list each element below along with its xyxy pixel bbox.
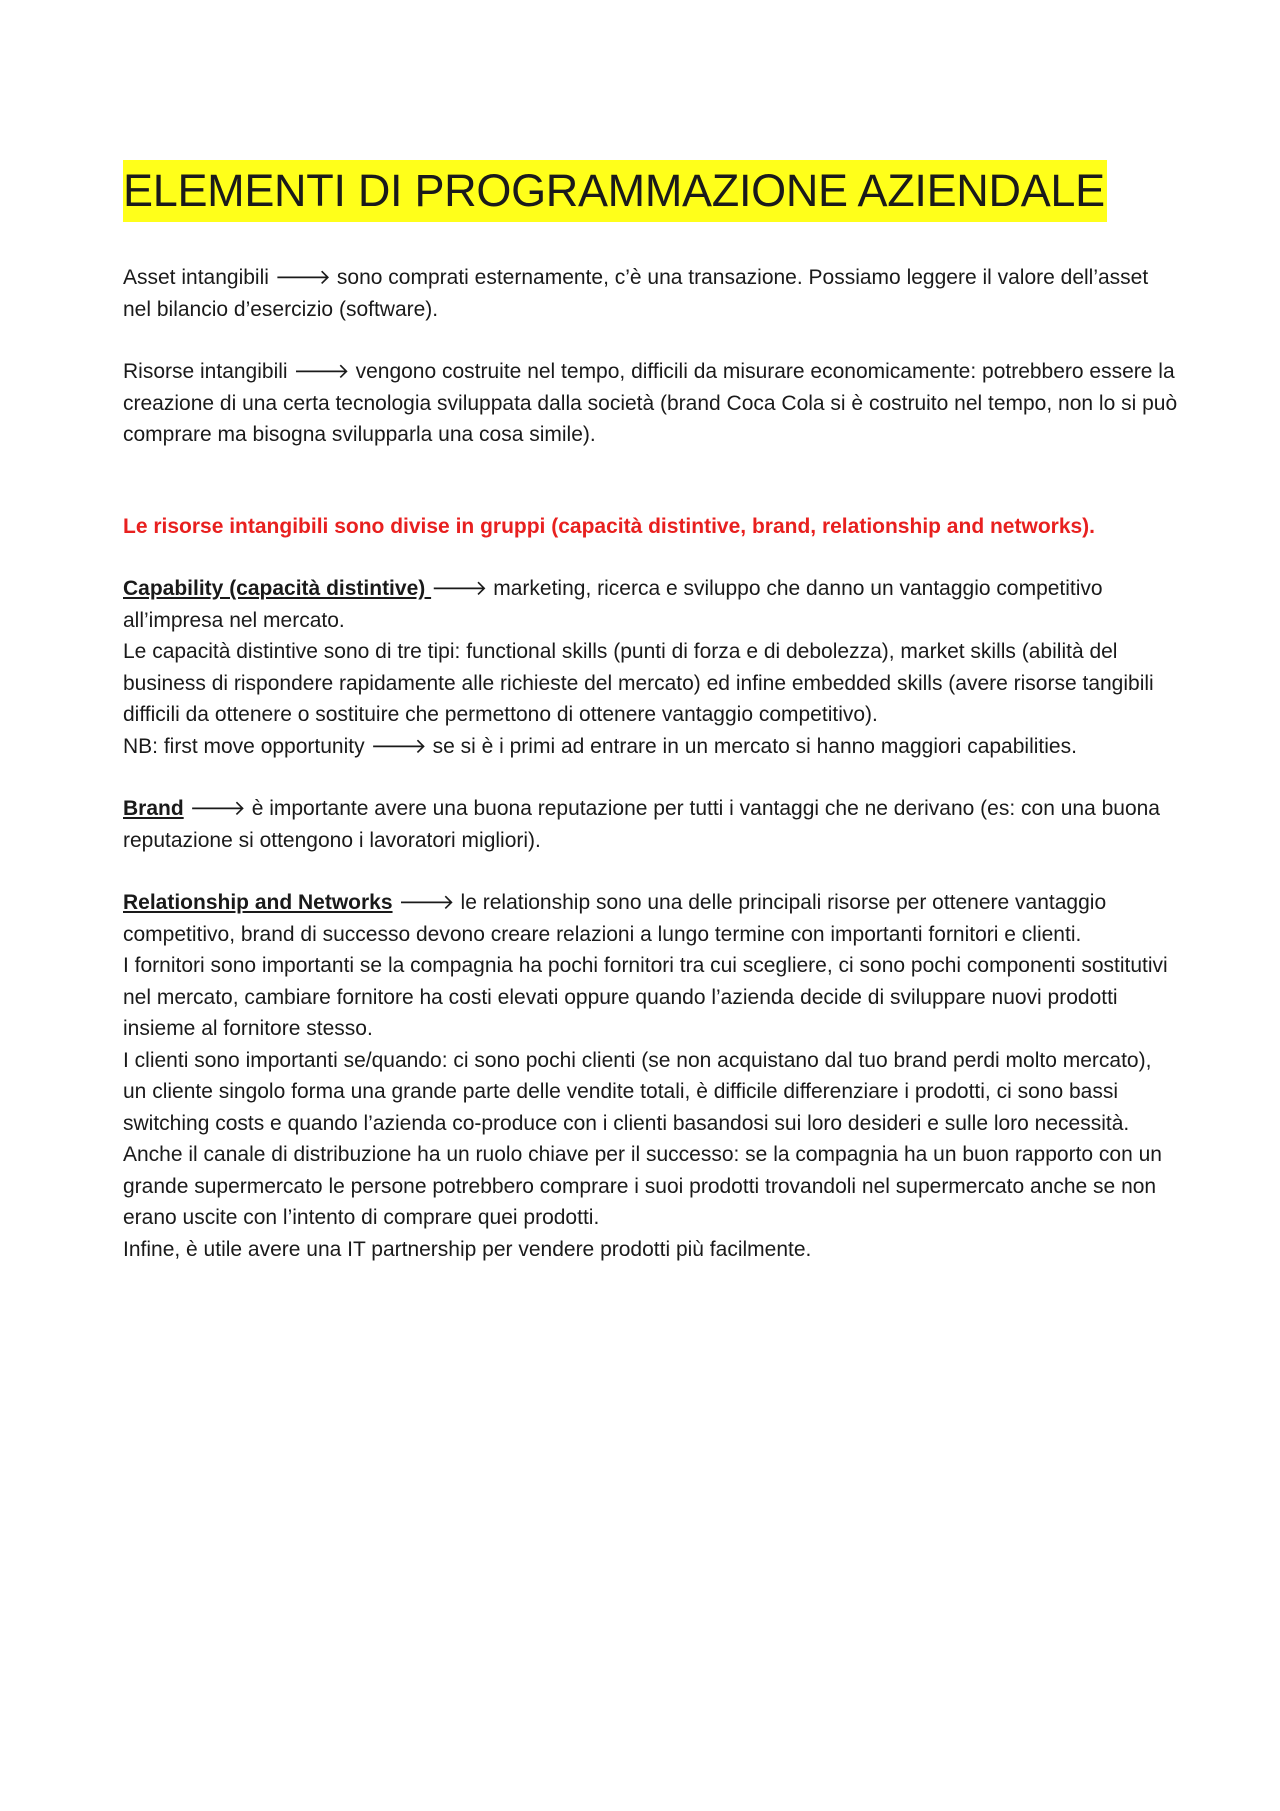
brand-text: è importante avere una buona reputazione per tutti i vantaggi che ne derivano (es: con una buona reputazione si ottengono i lavoratori migliori). xyxy=(123,797,1160,852)
capability-term: Capability (capacità distintive) xyxy=(123,577,432,600)
page-title: ELEMENTI DI PROGRAMMAZIONE AZIENDALE xyxy=(123,160,1107,222)
asset-term: Asset intangibili xyxy=(123,266,269,289)
asset-text: sono comprati esternamente, c’è una transazione. Possiamo leggere il valore dell’asset nel bilancio d’esercizio (software). xyxy=(123,266,1149,321)
risorse-paragraph xyxy=(123,356,1178,451)
arrow-icon: 🡒 xyxy=(274,265,332,289)
brand-paragraph xyxy=(123,793,1178,856)
document-page xyxy=(123,160,1178,1265)
capability-text: marketing, ricerca e sviluppo che danno un vantaggio competitivo all’impresa nel mercato. xyxy=(123,577,1103,632)
asset-paragraph xyxy=(123,262,1178,325)
relationship-paragraph xyxy=(123,887,1178,950)
clienti-paragraph: I clienti sono importanti se/quando: ci sono pochi clienti (se non acquistano dal tuo brand perdi molto mercato), un cliente singolo forma una grande parte delle vendite totali, è difficile differenziare i prodotti, ci sono bassi switching costs e quando l’azienda co-produce con i clienti basandosi sui loro desideri e sulle loro necessità. xyxy=(123,1048,1152,1135)
canale-paragraph: Anche il canale di distribuzione ha un ruolo chiave per il successo: se la compagnia ha un buon rapporto con un grande supermercato le persone potrebbero comprare i suoi prodotti trovandoli nel supermercato anche se non erano uscite con l’intento di comprare quei prodotti. xyxy=(123,1143,1162,1229)
arrow-icon: 🡒 xyxy=(398,890,455,914)
capability-types: Le capacità distintive sono di tre tipi: functional skills (punti di forza e di debolezza), market skills (abilità del business di rispondere rapidamente alle richieste del mercato) ed infine embedded skills (avere risorse tangibili difficili da ottenere o sostituire che permettono di ottenere vantaggio competitivo). xyxy=(123,640,1154,726)
relationship-term: Relationship and Networks xyxy=(123,891,393,914)
arrow-icon: 🡒 xyxy=(431,576,488,600)
capability-nb xyxy=(123,731,1178,763)
highlight-statement: Le risorse intangibili sono divise in gruppi (capacità distintive, brand, relationship and networks). xyxy=(123,514,1095,538)
nb-prefix: NB: first move opportunity xyxy=(123,734,371,758)
infine-paragraph: Infine, è utile avere una IT partnership per vendere prodotti più facilmente. xyxy=(123,1237,812,1261)
arrow-icon: 🡒 xyxy=(370,733,427,758)
risorse-term: Risorse intangibili xyxy=(123,360,288,383)
arrow-icon: 🡒 xyxy=(189,796,246,820)
arrow-icon: 🡒 xyxy=(293,359,350,383)
relationship-text: le relationship sono una delle principali risorse per ottenere vantaggio competitivo, brand di successo devono creare relazioni a lungo termine con importanti fornitori e clienti. xyxy=(123,891,1107,946)
risorse-text: vengono costruite nel tempo, difficili da misurare economicamente: potrebbero essere la creazione di una certa tecnologia sviluppata dalla società (brand Coca Cola si è costruito nel tempo, non lo si può comprare ma bisogna svilupparla una cosa simile). xyxy=(123,360,1178,446)
capability-paragraph xyxy=(123,573,1178,636)
nb-text: se si è i primi ad entrare in un mercato si hanno maggiori capabilities. xyxy=(426,734,1077,758)
fornitori-paragraph: I fornitori sono importanti se la compagnia ha pochi fornitori tra cui scegliere, ci sono pochi componenti sostitutivi nel mercato, cambiare fornitore ha costi elevati oppure quando l’azienda decide di sviluppare nuovi prodotti insieme al fornitore stesso. xyxy=(123,954,1168,1040)
brand-term: Brand xyxy=(123,797,184,820)
